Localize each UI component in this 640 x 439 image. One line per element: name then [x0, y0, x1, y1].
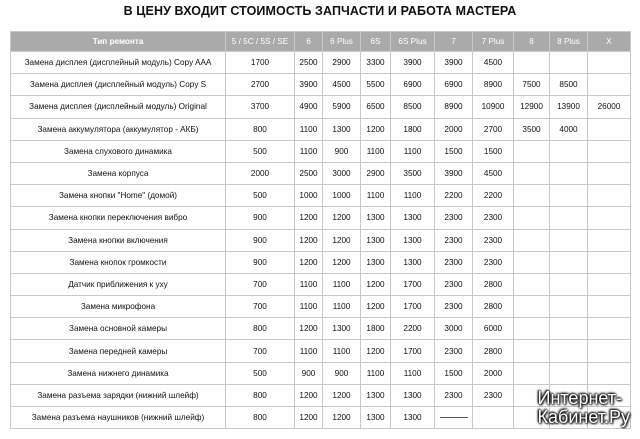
price-cell [550, 229, 588, 251]
price-cell [588, 340, 631, 362]
table-header-row [11, 32, 631, 52]
price-cell [514, 340, 550, 362]
price-cell [514, 318, 550, 340]
price-cell: 1200 [361, 296, 391, 318]
price-cell: 900 [226, 229, 295, 251]
price-cell: 2500 [295, 162, 323, 184]
price-cell [550, 318, 588, 340]
service-name-cell: Датчик приближения к уху [11, 273, 226, 295]
price-cell: 1000 [323, 185, 361, 207]
price-cell: 1300 [361, 251, 391, 273]
price-cell: 2300 [473, 207, 514, 229]
price-cell: 1100 [391, 362, 435, 384]
price-cell: 500 [226, 140, 295, 162]
page-title: В ЦЕНУ ВХОДИТ СТОИМОСТЬ ЗАПЧАСТИ И РАБОТА МАСТЕРА [123, 4, 517, 18]
price-cell: 2300 [435, 207, 473, 229]
price-cell: 1100 [323, 273, 361, 295]
price-cell: 700 [226, 340, 295, 362]
price-cell: 2700 [226, 74, 295, 96]
price-cell: 10900 [473, 96, 514, 118]
price-cell: 1300 [391, 229, 435, 251]
price-cell [588, 251, 631, 273]
price-cell: 2700 [473, 118, 514, 140]
price-cell [473, 407, 514, 429]
service-name-cell: Замена дисплея (дисплейный модуль) Copy AAA [11, 52, 226, 74]
price-cell: 2300 [435, 251, 473, 273]
price-cell: 900 [226, 251, 295, 273]
price-cell: 5900 [323, 96, 361, 118]
price-cell: 1200 [295, 384, 323, 406]
price-cell [588, 118, 631, 140]
price-cell [550, 162, 588, 184]
price-cell: 800 [226, 384, 295, 406]
price-cell: 1200 [295, 318, 323, 340]
price-cell: 1100 [391, 185, 435, 207]
price-cell: 2800 [473, 273, 514, 295]
dash-mark [440, 417, 468, 418]
price-cell: 1500 [473, 140, 514, 162]
service-name-cell: Замена кнопки "Home" (домой) [11, 185, 226, 207]
price-cell: 1100 [361, 362, 391, 384]
table-row [11, 52, 631, 74]
price-cell: 2000 [473, 362, 514, 384]
price-cell: 1800 [361, 318, 391, 340]
price-cell: 6900 [391, 74, 435, 96]
price-cell: 4500 [473, 162, 514, 184]
column-header-model: 7 [435, 32, 473, 52]
price-cell: 1700 [391, 273, 435, 295]
price-cell [514, 140, 550, 162]
price-cell: 1100 [323, 340, 361, 362]
price-cell: 1100 [295, 140, 323, 162]
price-cell: 900 [295, 362, 323, 384]
service-name-cell: Замена кнопки переключения вибро [11, 207, 226, 229]
price-cell [588, 207, 631, 229]
table-row [11, 273, 631, 295]
price-cell: 2300 [473, 384, 514, 406]
price-cell: 3900 [391, 52, 435, 74]
price-cell: 2900 [361, 162, 391, 184]
service-name-cell: Замена основной камеры [11, 318, 226, 340]
service-name-cell: Замена нижнего динамика [11, 362, 226, 384]
price-cell: 5500 [361, 74, 391, 96]
price-cell [514, 273, 550, 295]
column-header-model: 8 Plus [550, 32, 588, 52]
price-cell: 3900 [295, 74, 323, 96]
price-cell: 2300 [435, 296, 473, 318]
price-cell [514, 52, 550, 74]
price-cell [514, 362, 550, 384]
price-cell: 1300 [391, 207, 435, 229]
price-cell [514, 229, 550, 251]
price-cell: 1200 [323, 384, 361, 406]
column-header-model: X [588, 32, 631, 52]
price-cell: 1100 [391, 140, 435, 162]
column-header-model: 8 [514, 32, 550, 52]
price-cell: 1300 [391, 384, 435, 406]
price-cell: 1200 [323, 229, 361, 251]
price-cell [588, 52, 631, 74]
price-cell [588, 140, 631, 162]
price-cell: 1300 [391, 407, 435, 429]
price-cell: 1100 [361, 185, 391, 207]
table-row [11, 185, 631, 207]
service-name-cell: Замена разъема наушников (нижний шлейф) [11, 407, 226, 429]
price-cell: 1100 [323, 296, 361, 318]
price-cell: 4900 [295, 96, 323, 118]
price-cell: 1000 [295, 185, 323, 207]
price-cell: 800 [226, 118, 295, 140]
column-header-model: 6 Plus [323, 32, 361, 52]
price-cell: 8900 [473, 74, 514, 96]
price-cell [588, 362, 631, 384]
watermark-line2: Кабинет.Ру [537, 407, 630, 427]
price-cell [514, 185, 550, 207]
price-cell [550, 251, 588, 273]
service-name-cell: Замена разъема зарядки (нижний шлейф) [11, 384, 226, 406]
table-row [11, 318, 631, 340]
price-cell [588, 162, 631, 184]
price-cell: 1300 [361, 229, 391, 251]
price-cell: 2500 [295, 52, 323, 74]
price-cell: 1200 [295, 207, 323, 229]
price-cell [435, 407, 473, 429]
column-header-model: 6S [361, 32, 391, 52]
service-name-cell: Замена корпуса [11, 162, 226, 184]
price-cell: 8500 [391, 96, 435, 118]
price-cell: 1200 [295, 229, 323, 251]
price-cell [514, 162, 550, 184]
price-cell: 1200 [323, 207, 361, 229]
price-cell: 2800 [473, 340, 514, 362]
price-cell: 700 [226, 273, 295, 295]
table-row [11, 362, 631, 384]
price-cell: 3900 [435, 162, 473, 184]
price-cell: 1300 [323, 318, 361, 340]
price-cell: 1200 [295, 251, 323, 273]
price-cell [588, 74, 631, 96]
price-cell: 2800 [473, 296, 514, 318]
table-row [11, 296, 631, 318]
price-cell: 2300 [473, 251, 514, 273]
table-row [11, 74, 631, 96]
price-cell [588, 273, 631, 295]
price-cell: 1200 [361, 340, 391, 362]
price-cell: 1200 [361, 273, 391, 295]
price-cell: 1500 [435, 362, 473, 384]
table-row [11, 229, 631, 251]
table-row [11, 140, 631, 162]
price-cell: 800 [226, 407, 295, 429]
price-cell: 6000 [473, 318, 514, 340]
price-cell [550, 296, 588, 318]
price-cell: 1500 [435, 140, 473, 162]
price-cell [588, 229, 631, 251]
price-cell: 1700 [226, 52, 295, 74]
price-cell [550, 52, 588, 74]
price-cell: 2300 [435, 229, 473, 251]
price-cell [588, 296, 631, 318]
price-cell: 1300 [391, 251, 435, 273]
service-name-cell: Замена дисплея (дисплейный модуль) Copy S [11, 74, 226, 96]
price-cell: 12900 [514, 96, 550, 118]
price-cell: 1100 [295, 296, 323, 318]
column-header-model: 5 / 5C / 5S / SE [226, 32, 295, 52]
price-cell: 1300 [361, 207, 391, 229]
service-name-cell: Замена кнопки включения [11, 229, 226, 251]
price-cell: 1700 [391, 296, 435, 318]
price-cell: 4000 [550, 118, 588, 140]
price-cell: 800 [226, 318, 295, 340]
price-cell: 900 [323, 140, 361, 162]
price-cell: 6500 [361, 96, 391, 118]
price-cell: 3500 [391, 162, 435, 184]
table-row [11, 340, 631, 362]
price-cell: 1100 [295, 273, 323, 295]
price-cell: 1700 [391, 340, 435, 362]
price-cell: 1200 [323, 251, 361, 273]
price-cell [550, 185, 588, 207]
price-cell: 1300 [361, 384, 391, 406]
service-name-cell: Замена дисплея (дисплейный модуль) Original [11, 96, 226, 118]
price-cell: 1100 [295, 118, 323, 140]
price-cell [514, 251, 550, 273]
price-cell: 1200 [361, 118, 391, 140]
price-cell [588, 318, 631, 340]
price-cell [550, 340, 588, 362]
price-cell: 2300 [435, 384, 473, 406]
table-row [11, 207, 631, 229]
price-cell: 3300 [361, 52, 391, 74]
price-cell [550, 273, 588, 295]
price-cell [550, 140, 588, 162]
price-cell: 2900 [323, 52, 361, 74]
price-cell [550, 207, 588, 229]
price-cell: 900 [226, 207, 295, 229]
column-header-model: 7 Plus [473, 32, 514, 52]
price-cell: 3700 [226, 96, 295, 118]
price-cell: 1800 [391, 118, 435, 140]
price-cell [514, 296, 550, 318]
column-header-model: 6S Plus [391, 32, 435, 52]
price-cell: 2000 [226, 162, 295, 184]
price-cell [550, 362, 588, 384]
price-cell: 2300 [473, 229, 514, 251]
price-cell: 1200 [295, 407, 323, 429]
price-cell: 13900 [550, 96, 588, 118]
price-table [10, 31, 631, 429]
table-row [11, 251, 631, 273]
service-name-cell: Замена слухового динамика [11, 140, 226, 162]
table-row [11, 96, 631, 118]
price-cell [514, 207, 550, 229]
service-name-cell: Замена микрофона [11, 296, 226, 318]
price-cell: 3000 [323, 162, 361, 184]
price-cell: 6900 [435, 74, 473, 96]
price-cell: 8500 [550, 74, 588, 96]
price-cell: 1300 [361, 407, 391, 429]
price-cell: 3000 [435, 318, 473, 340]
price-cell: 900 [323, 362, 361, 384]
price-cell: 1300 [323, 118, 361, 140]
price-cell: 1200 [323, 407, 361, 429]
price-cell: 8900 [435, 96, 473, 118]
column-header-service: Тип ремонта [11, 32, 226, 52]
price-cell: 1100 [295, 340, 323, 362]
table-row [11, 162, 631, 184]
price-cell: 2000 [435, 118, 473, 140]
price-cell: 7500 [514, 74, 550, 96]
price-cell: 2200 [435, 185, 473, 207]
service-name-cell: Замена передней камеры [11, 340, 226, 362]
price-cell: 3500 [514, 118, 550, 140]
price-cell: 1100 [361, 140, 391, 162]
price-cell: 2300 [435, 273, 473, 295]
watermark-line1: Интернет- [537, 388, 623, 408]
column-header-model: 6 [295, 32, 323, 52]
service-name-cell: Замена кнопок громкости [11, 251, 226, 273]
price-cell: 2300 [435, 340, 473, 362]
price-cell: 2200 [391, 318, 435, 340]
price-cell: 4500 [473, 52, 514, 74]
watermark-logo [538, 389, 630, 427]
price-cell: 2200 [473, 185, 514, 207]
price-cell: 4500 [323, 74, 361, 96]
price-cell: 26000 [588, 96, 631, 118]
price-cell: 700 [226, 296, 295, 318]
table-row [11, 118, 631, 140]
price-cell: 500 [226, 362, 295, 384]
price-cell [588, 185, 631, 207]
service-name-cell: Замена аккумулятора (аккумулятор - АКБ) [11, 118, 226, 140]
price-cell: 500 [226, 185, 295, 207]
price-cell: 3900 [435, 52, 473, 74]
